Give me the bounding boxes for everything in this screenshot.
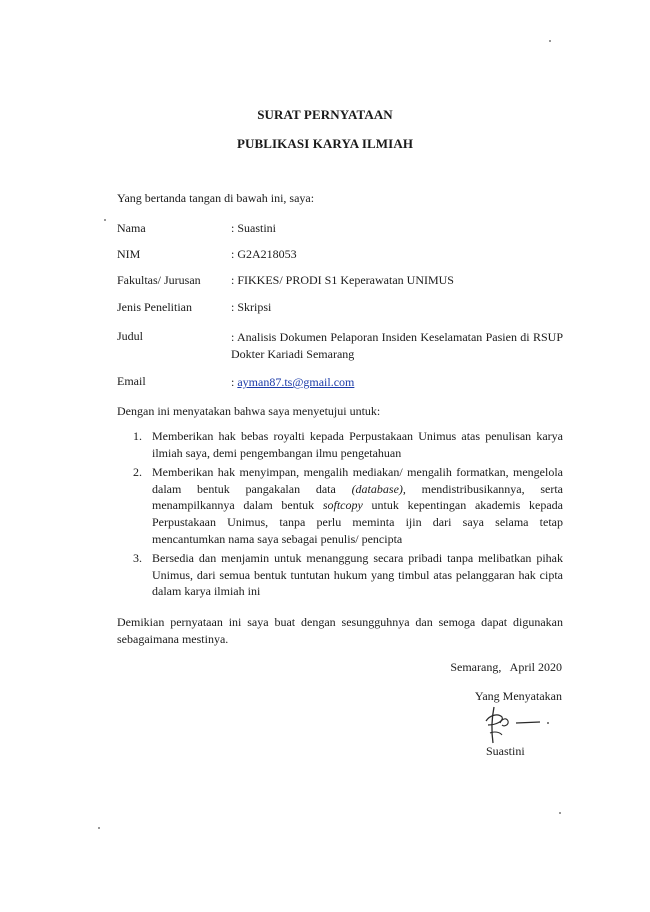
- field-label-judul: Judul: [117, 329, 144, 343]
- list-item-number: 2.: [133, 465, 142, 480]
- scan-speck: [559, 812, 561, 814]
- scan-speck: [549, 40, 551, 42]
- lead-text: Dengan ini menyatakan bahwa saya menyetujui untuk:: [117, 404, 381, 418]
- field-label-jenis-penelitian: Jenis Penelitian: [117, 300, 192, 314]
- list-item-text: Bersedia dan menjamin untuk menanggung secara pribadi tanpa melibatkan pihak Unimus, dari semua bentuk tuntutan hukum yang timbul atas pelanggaran hak cipta dalam karya ilmiah ini: [152, 551, 563, 599]
- list-item-text-part: untuk kepentingan akademis kepada Perpustakaan Unimus, tanpa perlu meminta ijin dari saya selama tetap mencantumkan nama saya sebagai penulis/ pencipta: [152, 498, 563, 546]
- closing-text: Demikian pernyataan ini saya buat dengan sesungguhnya dan semoga dapat digunakan sebagaimana mestinya.: [117, 615, 563, 646]
- list-item-number: 1.: [133, 429, 142, 443]
- list-item: [133, 464, 563, 547]
- date-text: Semarang, April 2020: [450, 660, 562, 674]
- email-link[interactable]: ayman87.ts@gmail.com: [237, 375, 355, 389]
- scan-speck: [104, 219, 106, 221]
- field-value-jenis-penelitian: : Skripsi: [231, 300, 272, 314]
- field-label-fakultas: Fakultas/ Jurusan: [117, 273, 201, 287]
- field-value-nama: : Suastini: [231, 221, 277, 235]
- list-item-text-part: mendistribusikannya, serta menampilkannya dalam bentuk: [152, 481, 564, 513]
- list-item-emphasis: softcopy: [322, 498, 363, 513]
- list-item-text: Memberikan hak bebas royalti kepada Perpustakaan Unimus atas penulisan karya ilmiah saya, demi pengembangan ilmu pengetahuan: [152, 429, 563, 460]
- field-label-nim: NIM: [117, 247, 141, 261]
- list-item: [133, 428, 563, 461]
- field-value-fakultas: : FIKKES/ PRODI S1 Keperawatan UNIMUS: [231, 273, 454, 287]
- email-prefix: :: [231, 375, 238, 389]
- field-value-nim: : G2A218053: [231, 247, 297, 261]
- field-label-nama: Nama: [117, 221, 146, 235]
- list-item-number: 3.: [133, 551, 142, 566]
- field-value-email: [231, 375, 354, 390]
- signer-name: Suastini: [486, 744, 525, 758]
- list-item-emphasis: (database),: [351, 481, 406, 496]
- list-item: [133, 550, 563, 600]
- agreement-list: [133, 428, 563, 603]
- field-label-email: Email: [117, 374, 146, 388]
- document-subtitle: PUBLIKASI KARYA ILMIAH: [236, 136, 414, 151]
- scan-speck: [98, 827, 100, 829]
- signature-image: [478, 703, 568, 747]
- intro-text: Yang bertanda tangan di bawah ini, saya:: [117, 191, 315, 205]
- field-value-judul: : Analisis Dokumen Pelaporan Insiden Keselamatan Pasien di RSUP Dokter Kariadi Semarang: [231, 330, 563, 361]
- signer-label: Yang Menyatakan: [474, 689, 562, 703]
- list-item-text-part: Memberikan hak menyimpan, mengalih mediakan/ mengalih formatkan, mengelola dalam bentuk pangakalan data: [152, 465, 563, 496]
- document-title: SURAT PERNYATAAN: [257, 107, 393, 122]
